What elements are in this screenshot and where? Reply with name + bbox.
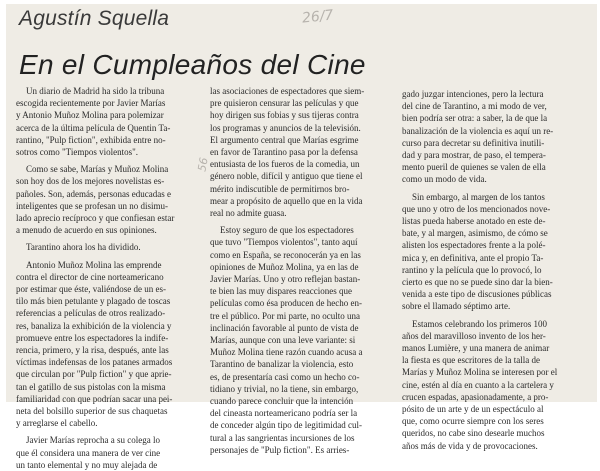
text-line: un tanto elemental y no muy alejada de (16, 459, 158, 470)
text-line: como en España, se reconocerán ya en las (210, 249, 361, 260)
text-line: crucen espadas, apasionadamente, a pro- (402, 391, 549, 402)
text-line: que él considera una manera de ver cine (16, 447, 161, 458)
author-byline: Agustín Squella (19, 7, 170, 30)
text-line: referencias a películas de otros realizado- (16, 308, 166, 319)
text-line: que tuvo "Tiempos violentos", tanto aquí (210, 237, 358, 248)
handwritten-page-number: 56 (195, 156, 211, 173)
text-line: de conceder algún tipo de legitimidad cul- (210, 420, 362, 431)
text-line: Javier Marías. Uno y otro reflejan bastan- (210, 274, 361, 285)
text-line: del cineasta norteamericano podría ser la (210, 408, 358, 419)
text-line: Muñoz Molina tiene razón cuando acusa a (210, 347, 363, 358)
text-line: mica y, en definitiva, ante el propio Ta- (402, 252, 544, 263)
text-line: sobre el llamado séptimo arte. (402, 301, 511, 312)
text-line: género noble, difícil y antiguo que tiene el (210, 171, 363, 182)
text-line: rencia, primero, y la risa, después, ante las (16, 345, 169, 356)
text-line: inclinación favorable al punto de vista de (210, 322, 359, 333)
text-line: tidiano y trivial, no la tiene, sin embargo, (210, 383, 359, 394)
text-line: bien podría ser otra: a saber, la de que la (402, 113, 548, 124)
text-line: real no admite guasa. (210, 208, 287, 219)
text-line: que uno y otro de los mencionados nove- (402, 203, 551, 214)
article-column-1 (16, 85, 198, 471)
text-line: que circulan por "Pulp fiction" y que aprie- (16, 369, 172, 380)
text-line: Estamos celebrando los primeros 100 (412, 318, 547, 329)
text-line: los programas y anuncios de la televisión. (210, 122, 361, 133)
text-line: las asociaciones de espectadores que siem- (210, 86, 365, 96)
text-line: El argumento central que Marías esgrime (210, 134, 359, 145)
article-column-2 (210, 85, 388, 456)
text-line: contra el director de cine norteamericano (16, 271, 164, 282)
text-line: pre quisieron censurar las películas y que (210, 98, 359, 109)
text-line: banalización de la violencia es aquí un re- (402, 125, 554, 136)
text-line: que, como ocurre siempre con los seres (402, 416, 544, 427)
text-line: películas como ésa producen de hecho en- (210, 298, 362, 309)
text-line: por estimar que éste, valiéndose de un es- (16, 284, 166, 295)
text-line: hoy dirigen sus fobias y sus tijeras contra (210, 110, 359, 121)
newspaper-clipping (6, 4, 597, 470)
text-line: venida a este tipo de discusiones públicas (402, 289, 552, 300)
text-line: escogida recientemente por Javier Marías (16, 98, 166, 109)
handwritten-margin-note: 26/7 (301, 7, 335, 27)
text-line: años del maravilloso invento de los her- (402, 330, 546, 341)
text-line: en favor de Tarantino pasa por la defensa (210, 147, 358, 158)
article-headline: En el Cumpleaños del Cine (19, 49, 366, 80)
text-line: cine, estén al día en cuanto a la cartelera y (402, 379, 554, 390)
text-line: personajes de "Pulp fiction". Es arries- (210, 444, 350, 455)
text-line: y arreglarse el cabello. (16, 418, 98, 429)
text-line: Tarantino de banalizar la violencia, esto (210, 359, 354, 370)
text-line: Sin embargo, al margen de los tantos (412, 191, 545, 202)
text-line: bate, y al margen, asimismo, de cómo se (402, 228, 548, 239)
text-line: te bien las muy dispares reacciones que (210, 286, 352, 297)
text-line: Un diario de Madrid ha sido la tribuna (26, 86, 165, 96)
text-line: tural a las sangrientas incursiones de los (210, 432, 355, 443)
article-column-3 (402, 88, 588, 452)
text-line: tilo más bien petulante y plagado de toscas (16, 296, 171, 307)
text-line: neta del bolsillo superior de sus chaquetas (16, 406, 168, 417)
text-line: a menudo de acuerdo en sus opiniones. (16, 225, 157, 236)
text-line: dad y para mostrar, de paso, el tempera- (402, 150, 546, 161)
text-line: es, de presentaría casi como un hecho co- (210, 371, 360, 382)
text-line: sotros como "Tiempos violentos". (16, 147, 139, 158)
text-line: alisten los espectadores frente a la polé- (402, 240, 546, 251)
text-line: tre el público. Por mi parte, no oculto una (210, 310, 360, 321)
text-line: rantino y la película que lo provocó, lo (402, 264, 542, 275)
text-line: como un modo de vida. (402, 174, 487, 185)
text-line: mérito indiscutible de permitirnos bro- (210, 183, 350, 194)
text-line: tan el gatillo de sus pistolas con la misma (16, 381, 166, 392)
text-line: opiniones de Muñoz Molina, ya en las de (210, 261, 359, 272)
text-line: acerca de la última película de Quentin Ta- (16, 122, 171, 133)
text-line: pósito de un arte y de un espectáculo al (402, 404, 544, 415)
text-line: curso para decretar su definitiva inutili- (402, 137, 545, 148)
text-line: manos Lumière, y una manera de animar (402, 343, 550, 354)
text-line: Como se sabe, Marías y Muñoz Molina (26, 164, 169, 175)
text-line: promueve entre los espectadores la indife- (16, 332, 169, 343)
text-line: listas pueda haberse anotado en este de- (402, 216, 546, 227)
text-line: años más de vida y de provocaciones. (402, 440, 538, 451)
text-line: mento pueril de quienes se valen de ella (402, 162, 546, 173)
text-line: queridos, no cabe sino desearle muchos (402, 428, 545, 439)
text-line: pañoles. Son, además, personas educadas e (16, 188, 171, 199)
text-line: son hoy dos de los mejores novelistas es- (16, 176, 165, 187)
text-line: del cine de Tarantino, a mi modo de ver, (402, 101, 547, 112)
text-line: víctimas indefensas de los patanes armados (16, 357, 173, 368)
text-line: Marías, aunque con una leve variante: si (210, 335, 356, 346)
text-line: Estoy seguro de que los espectadores (220, 225, 354, 236)
text-line: lado aprecio recíproco y que confiesan estar (16, 213, 175, 224)
text-line: la fiesta es que escritores de la talla de (402, 355, 540, 366)
text-line: Javier Marías reprocha a su colega lo (26, 435, 160, 446)
text-line: Marías y Muñoz Molina se interesen por el (402, 367, 558, 378)
text-line: inteligentes que se profesan un no disimu- (16, 200, 168, 211)
text-line: familiaridad con que podrían sacar una pei- (16, 393, 173, 404)
text-line: rantino, "Pulp fiction", exhibida entre no- (16, 134, 166, 145)
text-line: cuando parece concluir que la intención (210, 396, 354, 407)
text-line: gado juzgar intenciones, pero la lectura (402, 89, 544, 99)
text-line: Tarantino ahora los ha dividido. (26, 242, 141, 253)
text-line: y Antonio Muñoz Molina para polemizar (16, 110, 164, 121)
text-line: Antonio Muñoz Molina las emprende (26, 259, 162, 270)
text-line: entusiasta de los fueros de la comedia, un (210, 159, 360, 170)
text-line: cierto es que no se puede sino dar la bien- (402, 277, 553, 288)
text-line: res, banaliza la exhibición de la violencia y (16, 320, 172, 331)
text-line: mear a propósito de aquello que en la vida (210, 195, 363, 206)
